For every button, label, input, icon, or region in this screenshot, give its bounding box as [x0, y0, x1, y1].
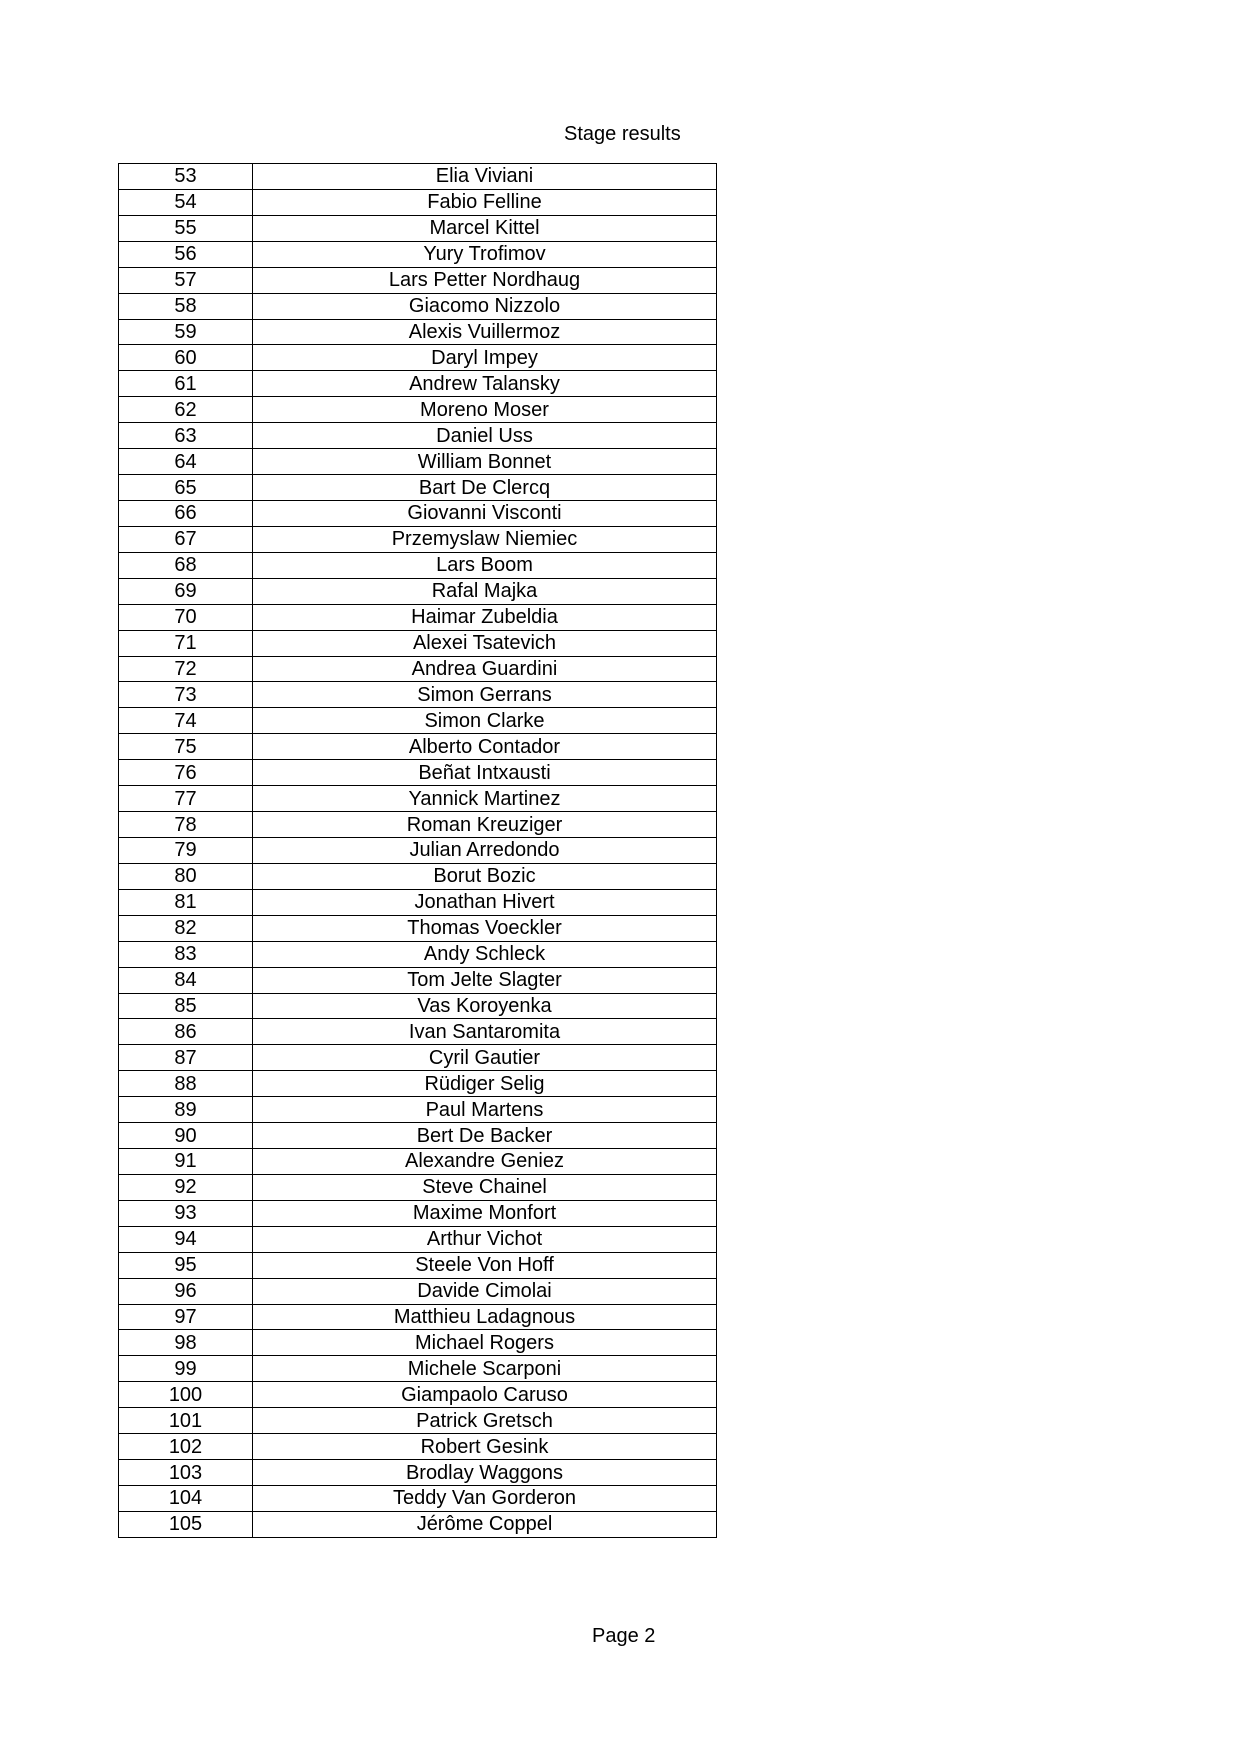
position-cell: 64	[119, 449, 253, 475]
rider-name-cell: Andy Schleck	[253, 941, 717, 967]
table-row	[119, 1434, 717, 1460]
table-row	[119, 1330, 717, 1356]
position-cell: 82	[119, 915, 253, 941]
table-row	[119, 1200, 717, 1226]
table-row	[119, 760, 717, 786]
table-row	[119, 656, 717, 682]
rider-name-cell: Tom Jelte Slagter	[253, 967, 717, 993]
position-cell: 105	[119, 1511, 253, 1537]
position-cell: 63	[119, 423, 253, 449]
table-row	[119, 267, 717, 293]
position-cell: 85	[119, 993, 253, 1019]
rider-name-cell: Haimar Zubeldia	[253, 604, 717, 630]
table-row	[119, 423, 717, 449]
table-row	[119, 863, 717, 889]
rider-name-cell: Roman Kreuziger	[253, 812, 717, 838]
results-table	[118, 163, 717, 1538]
table-row	[119, 1252, 717, 1278]
position-cell: 65	[119, 475, 253, 501]
rider-name-cell: Alexis Vuillermoz	[253, 319, 717, 345]
rider-name-cell: Teddy Van Gorderon	[253, 1486, 717, 1512]
table-row	[119, 552, 717, 578]
position-cell: 62	[119, 397, 253, 423]
table-row	[119, 241, 717, 267]
position-cell: 70	[119, 604, 253, 630]
table-row	[119, 397, 717, 423]
position-cell: 61	[119, 371, 253, 397]
position-cell: 101	[119, 1408, 253, 1434]
table-row	[119, 526, 717, 552]
table-row	[119, 1097, 717, 1123]
rider-name-cell: Robert Gesink	[253, 1434, 717, 1460]
position-cell: 83	[119, 941, 253, 967]
position-cell: 100	[119, 1382, 253, 1408]
rider-name-cell: Thomas Voeckler	[253, 915, 717, 941]
position-cell: 69	[119, 578, 253, 604]
position-cell: 102	[119, 1434, 253, 1460]
position-cell: 72	[119, 656, 253, 682]
table-row	[119, 812, 717, 838]
table-row	[119, 1278, 717, 1304]
rider-name-cell: Alexandre Geniez	[253, 1149, 717, 1175]
position-cell: 59	[119, 319, 253, 345]
rider-name-cell: Moreno Moser	[253, 397, 717, 423]
rider-name-cell: Yannick Martinez	[253, 786, 717, 812]
rider-name-cell: Przemyslaw Niemiec	[253, 526, 717, 552]
table-row	[119, 786, 717, 812]
position-cell: 80	[119, 863, 253, 889]
rider-name-cell: Simon Gerrans	[253, 682, 717, 708]
position-cell: 68	[119, 552, 253, 578]
table-row	[119, 1486, 717, 1512]
rider-name-cell: Beñat Intxausti	[253, 760, 717, 786]
position-cell: 103	[119, 1460, 253, 1486]
position-cell: 91	[119, 1149, 253, 1175]
table-row	[119, 293, 717, 319]
rider-name-cell: Giacomo Nizzolo	[253, 293, 717, 319]
position-cell: 56	[119, 241, 253, 267]
position-cell: 67	[119, 526, 253, 552]
rider-name-cell: Cyril Gautier	[253, 1045, 717, 1071]
rider-name-cell: Steve Chainel	[253, 1174, 717, 1200]
table-row	[119, 604, 717, 630]
rider-name-cell: Julian Arredondo	[253, 837, 717, 863]
table-row	[119, 578, 717, 604]
page-title: Stage results	[564, 123, 681, 145]
table-row	[119, 630, 717, 656]
position-cell: 95	[119, 1252, 253, 1278]
position-cell: 76	[119, 760, 253, 786]
table-row	[119, 1408, 717, 1434]
table-row	[119, 1045, 717, 1071]
page-number: Page 2	[592, 1625, 656, 1647]
position-cell: 84	[119, 967, 253, 993]
rider-name-cell: Fabio Felline	[253, 189, 717, 215]
table-row	[119, 708, 717, 734]
table-row	[119, 1149, 717, 1175]
position-cell: 55	[119, 215, 253, 241]
position-cell: 98	[119, 1330, 253, 1356]
position-cell: 73	[119, 682, 253, 708]
rider-name-cell: Marcel Kittel	[253, 215, 717, 241]
rider-name-cell: Arthur Vichot	[253, 1226, 717, 1252]
position-cell: 54	[119, 189, 253, 215]
position-cell: 88	[119, 1071, 253, 1097]
rider-name-cell: William Bonnet	[253, 449, 717, 475]
rider-name-cell: Patrick Gretsch	[253, 1408, 717, 1434]
table-row	[119, 1019, 717, 1045]
table-row	[119, 1304, 717, 1330]
table-row	[119, 215, 717, 241]
rider-name-cell: Steele Von Hoff	[253, 1252, 717, 1278]
position-cell: 94	[119, 1226, 253, 1252]
position-cell: 81	[119, 889, 253, 915]
table-row	[119, 1382, 717, 1408]
table-row	[119, 967, 717, 993]
position-cell: 87	[119, 1045, 253, 1071]
rider-name-cell: Alberto Contador	[253, 734, 717, 760]
table-row	[119, 500, 717, 526]
position-cell: 90	[119, 1123, 253, 1149]
position-cell: 58	[119, 293, 253, 319]
table-row	[119, 915, 717, 941]
table-row	[119, 189, 717, 215]
table-row	[119, 993, 717, 1019]
table-row	[119, 1226, 717, 1252]
table-row	[119, 889, 717, 915]
table-row	[119, 1071, 717, 1097]
table-row	[119, 1356, 717, 1382]
rider-name-cell: Ivan Santaromita	[253, 1019, 717, 1045]
position-cell: 86	[119, 1019, 253, 1045]
table-row	[119, 734, 717, 760]
position-cell: 74	[119, 708, 253, 734]
rider-name-cell: Rüdiger Selig	[253, 1071, 717, 1097]
rider-name-cell: Jérôme Coppel	[253, 1511, 717, 1537]
position-cell: 60	[119, 345, 253, 371]
rider-name-cell: Rafal Majka	[253, 578, 717, 604]
table-row	[119, 319, 717, 345]
rider-name-cell: Simon Clarke	[253, 708, 717, 734]
position-cell: 89	[119, 1097, 253, 1123]
position-cell: 77	[119, 786, 253, 812]
rider-name-cell: Elia Viviani	[253, 164, 717, 190]
rider-name-cell: Jonathan Hivert	[253, 889, 717, 915]
results-table-body	[119, 164, 717, 1538]
rider-name-cell: Michele Scarponi	[253, 1356, 717, 1382]
rider-name-cell: Lars Petter Nordhaug	[253, 267, 717, 293]
position-cell: 99	[119, 1356, 253, 1382]
table-row	[119, 1174, 717, 1200]
position-cell: 57	[119, 267, 253, 293]
table-row	[119, 682, 717, 708]
rider-name-cell: Daniel Uss	[253, 423, 717, 449]
rider-name-cell: Giovanni Visconti	[253, 500, 717, 526]
rider-name-cell: Michael Rogers	[253, 1330, 717, 1356]
table-row	[119, 1511, 717, 1537]
table-row	[119, 164, 717, 190]
rider-name-cell: Yury Trofimov	[253, 241, 717, 267]
rider-name-cell: Paul Martens	[253, 1097, 717, 1123]
rider-name-cell: Brodlay Waggons	[253, 1460, 717, 1486]
position-cell: 92	[119, 1174, 253, 1200]
rider-name-cell: Bert De Backer	[253, 1123, 717, 1149]
position-cell: 53	[119, 164, 253, 190]
rider-name-cell: Bart De Clercq	[253, 475, 717, 501]
position-cell: 93	[119, 1200, 253, 1226]
rider-name-cell: Andrew Talansky	[253, 371, 717, 397]
rider-name-cell: Vas Koroyenka	[253, 993, 717, 1019]
rider-name-cell: Alexei Tsatevich	[253, 630, 717, 656]
table-row	[119, 475, 717, 501]
position-cell: 66	[119, 500, 253, 526]
table-row	[119, 449, 717, 475]
rider-name-cell: Andrea Guardini	[253, 656, 717, 682]
rider-name-cell: Borut Bozic	[253, 863, 717, 889]
table-row	[119, 941, 717, 967]
position-cell: 71	[119, 630, 253, 656]
table-row	[119, 1460, 717, 1486]
position-cell: 79	[119, 837, 253, 863]
table-row	[119, 371, 717, 397]
position-cell: 97	[119, 1304, 253, 1330]
rider-name-cell: Daryl Impey	[253, 345, 717, 371]
rider-name-cell: Lars Boom	[253, 552, 717, 578]
position-cell: 104	[119, 1486, 253, 1512]
rider-name-cell: Maxime Monfort	[253, 1200, 717, 1226]
rider-name-cell: Davide Cimolai	[253, 1278, 717, 1304]
table-row	[119, 345, 717, 371]
position-cell: 75	[119, 734, 253, 760]
table-row	[119, 1123, 717, 1149]
table-row	[119, 837, 717, 863]
position-cell: 78	[119, 812, 253, 838]
rider-name-cell: Giampaolo Caruso	[253, 1382, 717, 1408]
rider-name-cell: Matthieu Ladagnous	[253, 1304, 717, 1330]
position-cell: 96	[119, 1278, 253, 1304]
